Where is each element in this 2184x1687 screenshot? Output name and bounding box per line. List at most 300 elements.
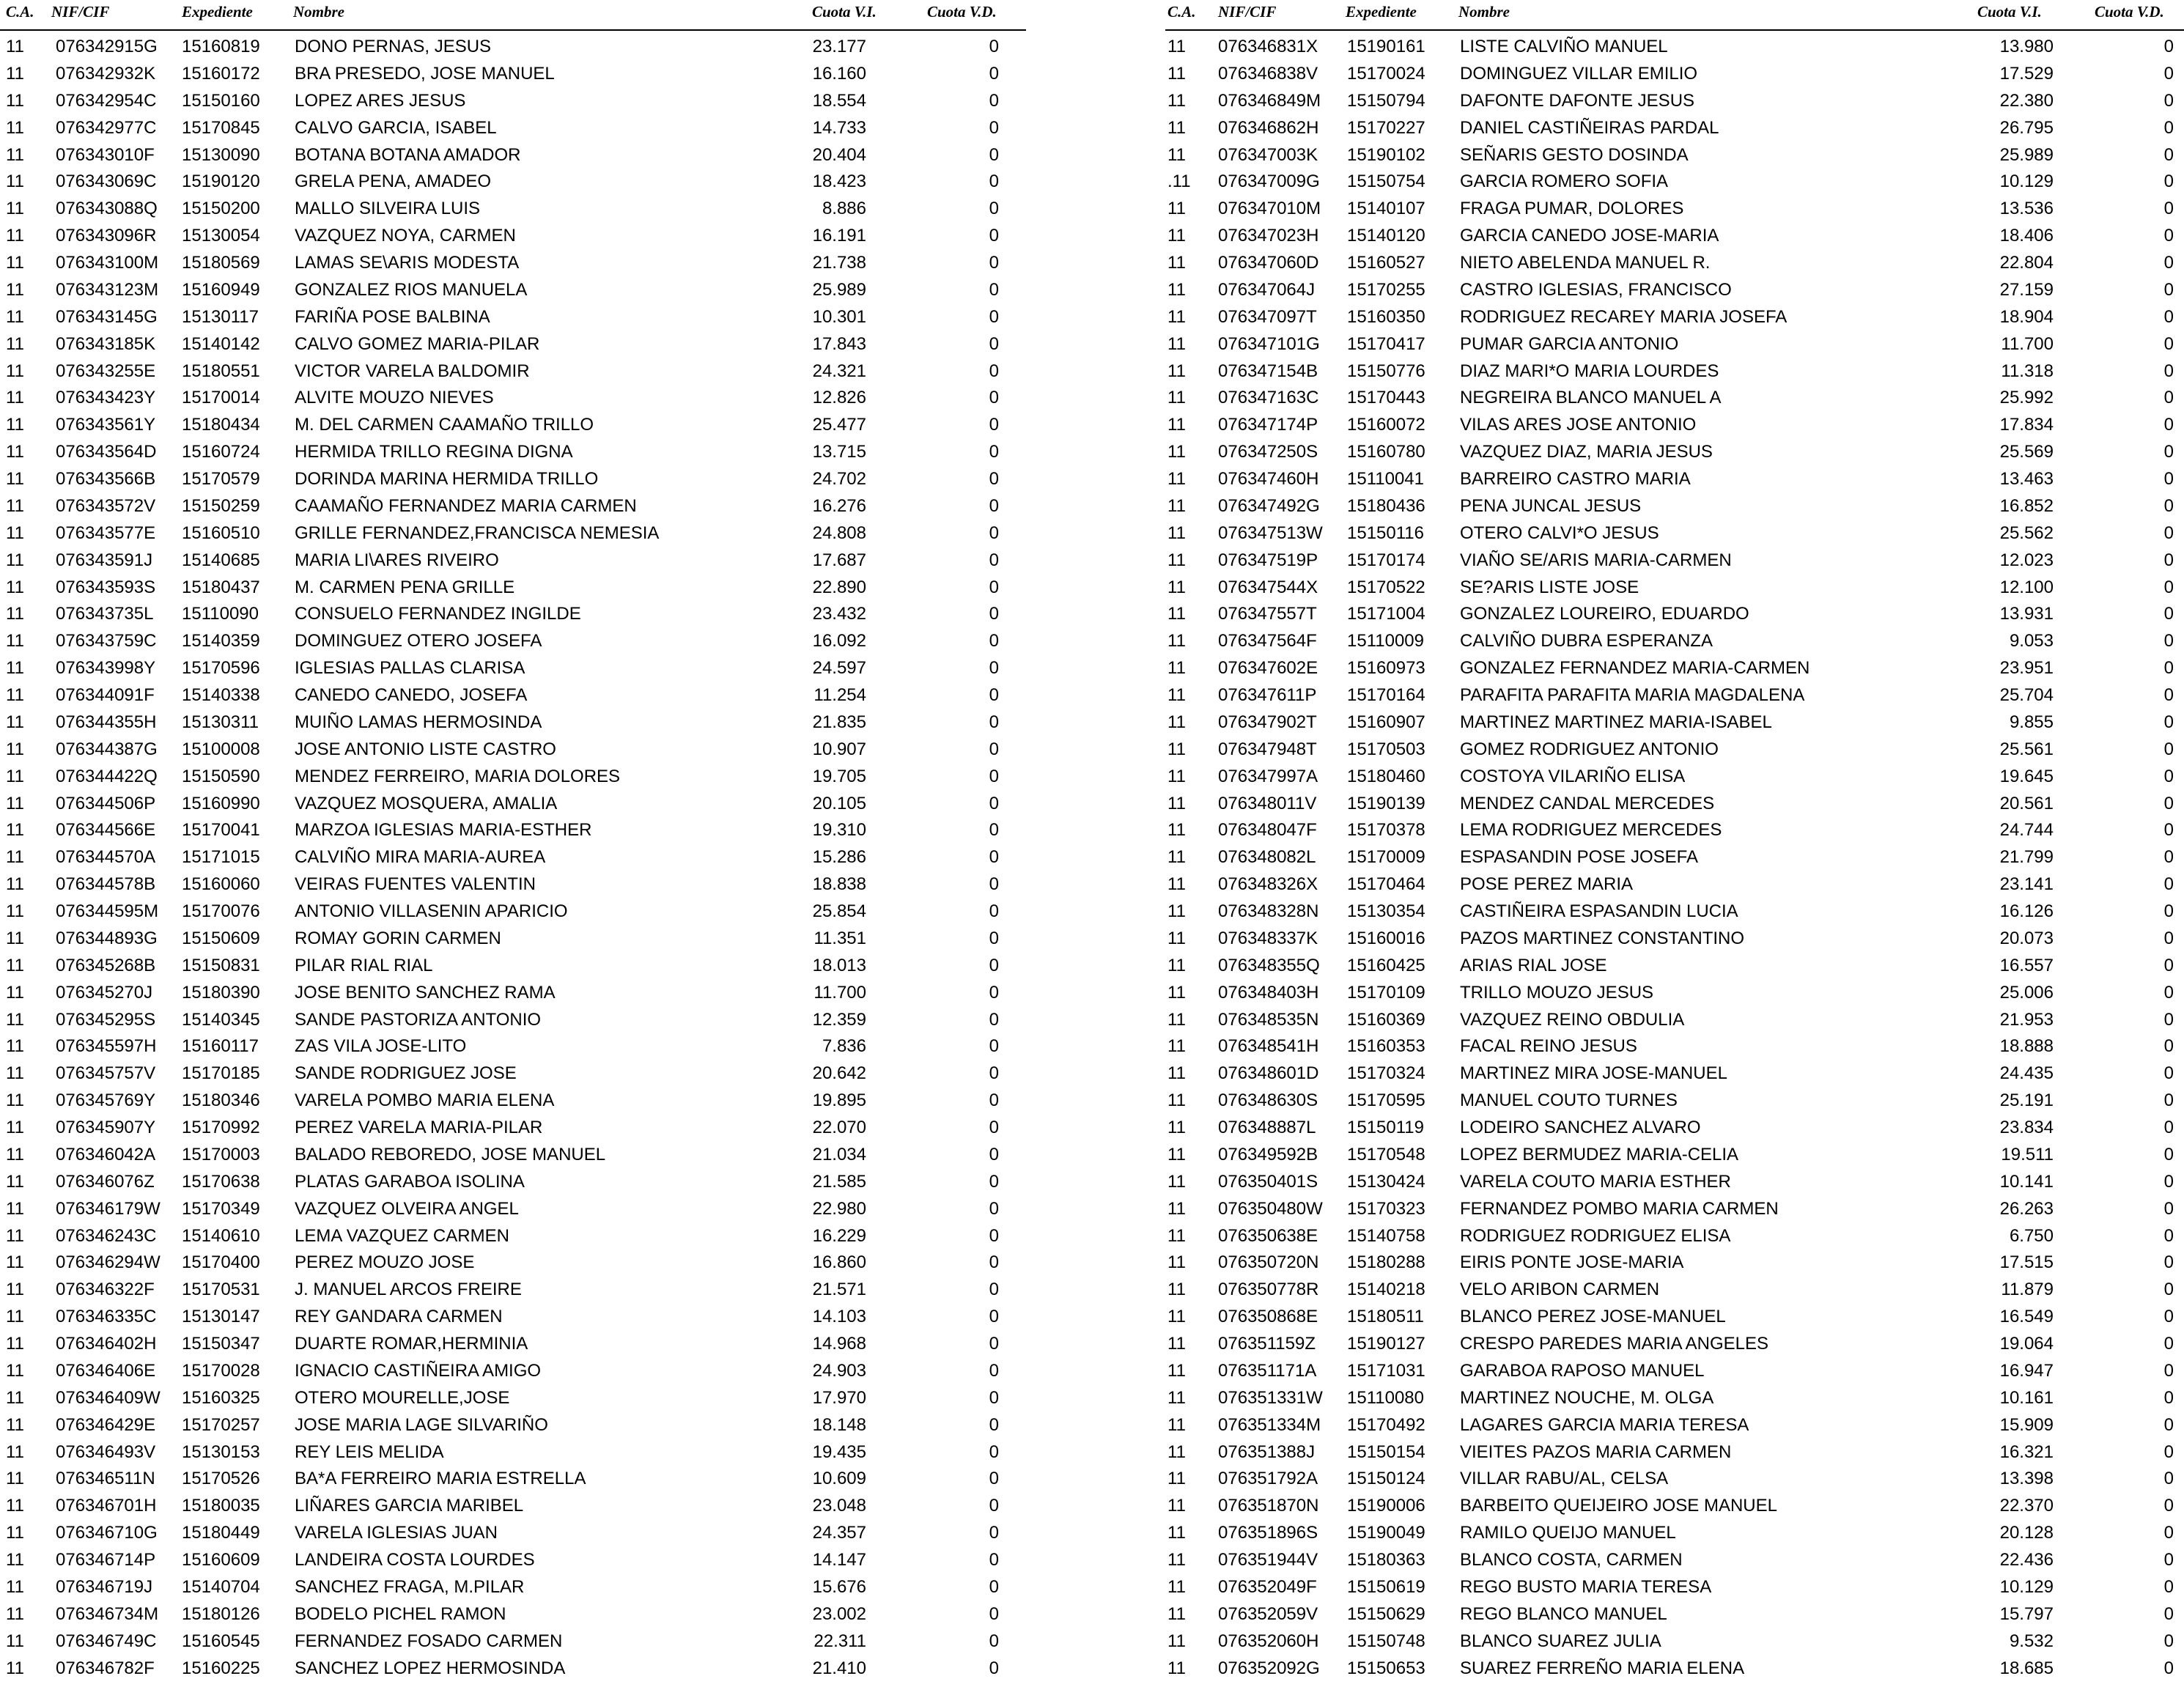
table-row bbox=[0, 1030, 1026, 1057]
right-table-body bbox=[1165, 31, 2184, 1679]
cell-cuota-vi: 13.931 bbox=[1999, 604, 2054, 624]
cell-cuota-vi: 12.100 bbox=[1999, 577, 2054, 597]
cell-nif: 076346335C bbox=[56, 1307, 157, 1327]
cell-expediente: 15160425 bbox=[1347, 955, 1425, 975]
cell-nombre: ESPASANDIN POSE JOSEFA bbox=[1460, 847, 1698, 868]
cell-cuota-vi: 24.903 bbox=[812, 1360, 866, 1381]
table-row bbox=[1165, 1112, 2184, 1139]
cell-expediente: 15180035 bbox=[182, 1496, 260, 1516]
header-ca: C.A. bbox=[6, 3, 34, 21]
cell-cuota-vd: 0 bbox=[989, 523, 999, 543]
cell-cuota-vd: 0 bbox=[989, 495, 999, 516]
cell-ca: 11 bbox=[6, 1009, 24, 1030]
cell-ca: 11 bbox=[6, 1171, 24, 1192]
cell-ca: 11 bbox=[6, 1658, 24, 1678]
cell-nif: 076346782F bbox=[56, 1658, 155, 1678]
header-cuota-vi: Cuota V.I. bbox=[812, 3, 877, 21]
cell-cuota-vd: 0 bbox=[989, 1225, 999, 1246]
cell-nif: 076345270J bbox=[56, 982, 153, 1003]
cell-ca: 11 bbox=[1167, 928, 1186, 948]
cell-cuota-vi: 20.404 bbox=[812, 144, 866, 165]
cell-cuota-vi: 19.895 bbox=[812, 1090, 866, 1111]
cell-ca: 11 bbox=[1167, 1252, 1186, 1273]
cell-nif: 076351331W bbox=[1218, 1387, 1323, 1408]
cell-nif: 076344578B bbox=[56, 874, 156, 895]
cell-cuota-vi: 19.310 bbox=[812, 820, 866, 841]
cell-cuota-vi: 17.515 bbox=[1999, 1252, 2054, 1273]
cell-cuota-vd: 0 bbox=[2163, 739, 2174, 759]
table-row bbox=[1165, 1220, 2184, 1247]
table-row bbox=[0, 1436, 1026, 1463]
table-row bbox=[1165, 1544, 2184, 1571]
cell-nif: 076348403H bbox=[1218, 982, 1319, 1003]
cell-ca: 11 bbox=[6, 847, 24, 868]
cell-nombre: VIAÑO SE/ARIS MARIA-CARMEN bbox=[1460, 550, 1732, 570]
cell-nombre: REGO BLANCO MANUEL bbox=[1460, 1603, 1667, 1624]
cell-nombre: IGNACIO CASTIÑEIRA AMIGO bbox=[295, 1360, 542, 1381]
cell-nombre: ALVITE MOUZO NIEVES bbox=[295, 388, 494, 408]
cell-cuota-vi: 24.597 bbox=[812, 658, 866, 679]
cell-nif: 076344091F bbox=[56, 685, 155, 705]
table-row bbox=[1165, 1382, 2184, 1409]
cell-nif: 076347060D bbox=[1218, 253, 1319, 273]
cell-ca: 11 bbox=[1167, 1414, 1186, 1435]
cell-cuota-vd: 0 bbox=[989, 171, 999, 192]
cell-nombre: CALVO GARCIA, ISABEL bbox=[295, 117, 497, 138]
cell-cuota-vd: 0 bbox=[989, 1171, 999, 1192]
cell-nombre: LEMA VAZQUEZ CARMEN bbox=[295, 1225, 509, 1246]
cell-cuota-vd: 0 bbox=[989, 1198, 999, 1219]
cell-cuota-vi: 16.549 bbox=[1999, 1307, 2054, 1327]
cell-nif: 076346701H bbox=[56, 1496, 157, 1516]
cell-nif: 076345295S bbox=[56, 1009, 156, 1030]
table-row bbox=[1165, 1436, 2184, 1463]
cell-expediente: 15130424 bbox=[1347, 1171, 1425, 1192]
cell-ca: 11 bbox=[6, 739, 24, 759]
cell-cuota-vd: 0 bbox=[989, 1334, 999, 1354]
cell-nif: 076351171A bbox=[1218, 1360, 1317, 1381]
cell-cuota-vi: 10.129 bbox=[1999, 1576, 2054, 1597]
cell-ca: 11 bbox=[6, 604, 24, 624]
cell-ca: 11 bbox=[1167, 1603, 1186, 1624]
table-row bbox=[1165, 1301, 2184, 1328]
table-row bbox=[1165, 1193, 2184, 1220]
cell-nif: 076347174P bbox=[1218, 415, 1318, 435]
cell-ca: 11 bbox=[1167, 1063, 1186, 1084]
cell-cuota-vd: 0 bbox=[2163, 928, 2174, 948]
cell-expediente: 15180460 bbox=[1347, 766, 1425, 786]
cell-cuota-vi: 12.359 bbox=[812, 1009, 866, 1030]
cell-cuota-vd: 0 bbox=[989, 144, 999, 165]
cell-nif: 076343577E bbox=[56, 523, 156, 543]
cell-expediente: 15140610 bbox=[182, 1225, 260, 1246]
cell-cuota-vi: 18.423 bbox=[812, 171, 866, 192]
cell-cuota-vi: 10.301 bbox=[812, 306, 866, 327]
cell-expediente: 15170526 bbox=[182, 1469, 260, 1489]
table-row bbox=[0, 625, 1026, 652]
cell-expediente: 15180288 bbox=[1347, 1252, 1425, 1273]
cell-nombre: PARAFITA PARAFITA MARIA MAGDALENA bbox=[1460, 685, 1805, 705]
cell-cuota-vi: 22.311 bbox=[814, 1631, 866, 1651]
cell-expediente: 15170503 bbox=[1347, 739, 1425, 759]
cell-cuota-vi: 11.700 bbox=[814, 982, 866, 1003]
table-row bbox=[1165, 301, 2184, 328]
cell-ca: 11 bbox=[6, 171, 24, 192]
cell-nif: 076343069C bbox=[56, 171, 157, 192]
cell-ca: 11 bbox=[1167, 1658, 1186, 1678]
cell-nombre: JOSE MARIA LAGE SILVARIÑO bbox=[295, 1414, 548, 1435]
cell-cuota-vi: 23.951 bbox=[1999, 658, 2054, 679]
cell-cuota-vi: 15.286 bbox=[812, 847, 866, 868]
cell-cuota-vi: 18.554 bbox=[812, 90, 866, 111]
cell-ca: 11 bbox=[1167, 847, 1186, 868]
cell-nombre: OTERO CALVI*O JESUS bbox=[1460, 523, 1659, 543]
cell-cuota-vd: 0 bbox=[989, 1603, 999, 1624]
cell-nombre: CANEDO CANEDO, JOSEFA bbox=[295, 685, 528, 705]
cell-expediente: 15160907 bbox=[1347, 712, 1425, 732]
cell-nombre: CASTRO IGLESIAS, FRANCISCO bbox=[1460, 279, 1732, 300]
cell-cuota-vd: 0 bbox=[989, 874, 999, 895]
cell-expediente: 15150653 bbox=[1347, 1658, 1425, 1678]
cell-nif: 076344566E bbox=[56, 820, 156, 841]
cell-ca: 11 bbox=[1167, 820, 1186, 841]
cell-nombre: PLATAS GARABOA ISOLINA bbox=[295, 1171, 525, 1192]
table-row bbox=[0, 1220, 1026, 1247]
cell-ca: 11 bbox=[6, 1280, 24, 1300]
cell-cuota-vd: 0 bbox=[989, 955, 999, 975]
cell-cuota-vd: 0 bbox=[2163, 1225, 2174, 1246]
cell-nombre: LODEIRO SANCHEZ ALVARO bbox=[1460, 1118, 1701, 1137]
cell-expediente: 15160060 bbox=[182, 874, 260, 895]
cell-cuota-vi: 24.321 bbox=[812, 361, 866, 381]
cell-cuota-vd: 0 bbox=[989, 793, 999, 813]
cell-cuota-vd: 0 bbox=[2163, 1360, 2174, 1381]
cell-cuota-vd: 0 bbox=[2163, 469, 2174, 489]
table-row bbox=[1165, 1085, 2184, 1112]
cell-nif: 076346493V bbox=[56, 1441, 156, 1462]
cell-nombre: MARZOA IGLESIAS MARIA-ESTHER bbox=[295, 820, 592, 841]
cell-expediente: 15170595 bbox=[1347, 1090, 1425, 1111]
table-row bbox=[0, 247, 1026, 274]
cell-nombre: FERNANDEZ FOSADO CARMEN bbox=[295, 1631, 563, 1651]
cell-nombre: LANDEIRA COSTA LOURDES bbox=[295, 1550, 535, 1570]
cell-nif: 076342954C bbox=[56, 90, 157, 111]
cell-nombre: GONZALEZ LOUREIRO, EDUARDO bbox=[1460, 604, 1749, 624]
cell-ca: 11 bbox=[6, 1225, 24, 1246]
cell-nombre: CASTIÑEIRA ESPASANDIN LUCIA bbox=[1460, 901, 1738, 921]
cell-cuota-vi: 19.064 bbox=[1999, 1334, 2054, 1354]
cell-expediente: 15150347 bbox=[182, 1334, 260, 1354]
cell-cuota-vi: 11.318 bbox=[2001, 361, 2054, 381]
cell-cuota-vd: 0 bbox=[989, 469, 999, 489]
cell-nif: 076347519P bbox=[1218, 550, 1318, 570]
cell-expediente: 15170464 bbox=[1347, 874, 1425, 895]
cell-nombre: SE?ARIS LISTE JOSE bbox=[1460, 577, 1639, 597]
cell-cuota-vd: 0 bbox=[2163, 1603, 2174, 1624]
table-row bbox=[0, 734, 1026, 761]
cell-nif: 076348535N bbox=[1218, 1009, 1319, 1030]
cell-ca: 11 bbox=[1167, 604, 1186, 624]
table-row bbox=[1165, 58, 2184, 85]
cell-expediente: 15180390 bbox=[182, 982, 260, 1003]
table-row bbox=[0, 1571, 1026, 1598]
cell-expediente: 15140359 bbox=[182, 631, 260, 651]
cell-nombre: MANUEL COUTO TURNES bbox=[1460, 1090, 1678, 1111]
cell-nombre: MENDEZ FERREIRO, MARIA DOLORES bbox=[295, 766, 621, 786]
table-row bbox=[1165, 814, 2184, 841]
cell-nombre: DAFONTE DAFONTE JESUS bbox=[1460, 90, 1695, 111]
cell-expediente: 15170174 bbox=[1347, 550, 1425, 570]
cell-cuota-vd: 0 bbox=[989, 442, 999, 462]
cell-ca: 11 bbox=[6, 1198, 24, 1219]
cell-expediente: 15110041 bbox=[1347, 469, 1424, 489]
cell-nif: 076347513W bbox=[1218, 523, 1323, 543]
cell-cuota-vd: 0 bbox=[2163, 1036, 2174, 1057]
cell-cuota-vd: 0 bbox=[989, 63, 999, 84]
cell-cuota-vi: 25.989 bbox=[1999, 144, 2054, 165]
cell-nombre: RODRIGUEZ RODRIGUEZ ELISA bbox=[1460, 1225, 1731, 1246]
table-row bbox=[1165, 598, 2184, 625]
cell-cuota-vi: 27.159 bbox=[1999, 279, 2054, 300]
cell-cuota-vd: 0 bbox=[2163, 171, 2174, 192]
cell-ca: 11 bbox=[1167, 469, 1186, 489]
cell-cuota-vi: 17.970 bbox=[812, 1387, 866, 1408]
cell-ca: 11 bbox=[6, 226, 24, 246]
cell-ca: 11 bbox=[1167, 739, 1186, 759]
cell-expediente: 15160724 bbox=[182, 442, 260, 462]
cell-expediente: 15150748 bbox=[1347, 1631, 1425, 1651]
cell-cuota-vi: 22.804 bbox=[1999, 253, 2054, 273]
cell-cuota-vi: 21.738 bbox=[812, 253, 866, 273]
cell-cuota-vd: 0 bbox=[989, 306, 999, 327]
cell-nif: 076346734M bbox=[56, 1603, 159, 1624]
cell-cuota-vi: 24.808 bbox=[812, 523, 866, 543]
cell-cuota-vi: 10.129 bbox=[1999, 171, 2054, 192]
cell-cuota-vi: 21.835 bbox=[812, 712, 866, 732]
cell-cuota-vd: 0 bbox=[989, 712, 999, 732]
cell-expediente: 15171004 bbox=[1347, 604, 1425, 624]
table-row bbox=[1165, 788, 2184, 815]
cell-expediente: 15170255 bbox=[1347, 279, 1425, 300]
cell-ca: 11 bbox=[1167, 1469, 1186, 1489]
cell-nif: 076345757V bbox=[56, 1063, 156, 1084]
cell-nif: 076350401S bbox=[1218, 1171, 1318, 1192]
table-row bbox=[0, 652, 1026, 679]
cell-cuota-vi: 16.852 bbox=[1999, 495, 2054, 516]
cell-cuota-vd: 0 bbox=[989, 847, 999, 868]
table-row bbox=[0, 679, 1026, 706]
cell-nif: 076346402H bbox=[56, 1334, 157, 1354]
cell-cuota-vi: 21.571 bbox=[812, 1280, 866, 1300]
cell-nombre: VICTOR VARELA BALDOMIR bbox=[295, 361, 530, 381]
cell-ca: 11 bbox=[6, 1603, 24, 1624]
cell-cuota-vi: 17.834 bbox=[1999, 415, 2054, 435]
table-row bbox=[1165, 1030, 2184, 1057]
table-row bbox=[0, 1004, 1026, 1031]
table-row bbox=[1165, 85, 2184, 112]
cell-cuota-vi: 18.013 bbox=[812, 955, 866, 975]
cell-nombre: DOMINGUEZ VILLAR EMILIO bbox=[1460, 63, 1698, 84]
cell-cuota-vi: 13.715 bbox=[812, 442, 866, 462]
table-row bbox=[0, 31, 1026, 58]
cell-nombre: VAZQUEZ MOSQUERA, AMALIA bbox=[295, 793, 558, 813]
cell-nombre: BRA PRESEDO, JOSE MANUEL bbox=[295, 63, 555, 84]
cell-nif: 076347163C bbox=[1218, 388, 1319, 408]
cell-cuota-vd: 0 bbox=[989, 1496, 999, 1516]
cell-cuota-vd: 0 bbox=[2163, 1550, 2174, 1570]
table-row bbox=[1165, 436, 2184, 463]
cell-cuota-vd: 0 bbox=[989, 1252, 999, 1273]
cell-cuota-vd: 0 bbox=[989, 1360, 999, 1381]
cell-cuota-vi: 22.980 bbox=[812, 1198, 866, 1219]
table-row bbox=[0, 1247, 1026, 1274]
cell-cuota-vi: 16.321 bbox=[1999, 1441, 2054, 1462]
cell-nif: 076348082L bbox=[1218, 847, 1316, 868]
cell-cuota-vi: 16.276 bbox=[812, 495, 866, 516]
table-row bbox=[0, 1653, 1026, 1680]
cell-cuota-vi: 18.148 bbox=[812, 1414, 866, 1435]
cell-cuota-vd: 0 bbox=[989, 333, 999, 354]
cell-nif: 076347564F bbox=[1218, 631, 1317, 651]
cell-ca: 11 bbox=[1167, 1631, 1186, 1651]
cell-cuota-vi: 11.879 bbox=[2001, 1280, 2054, 1300]
cell-nombre: NEGREIRA BLANCO MANUEL A bbox=[1460, 388, 1722, 408]
table-row bbox=[0, 220, 1026, 247]
cell-ca: 11 bbox=[1167, 1198, 1186, 1219]
cell-ca: 11 bbox=[6, 1441, 24, 1462]
cell-nombre: J. MANUEL ARCOS FREIRE bbox=[295, 1280, 522, 1300]
cell-expediente: 15170028 bbox=[182, 1360, 260, 1381]
cell-nif: 076348337K bbox=[1218, 928, 1318, 948]
cell-expediente: 15150831 bbox=[182, 955, 260, 975]
cell-cuota-vi: 15.797 bbox=[1999, 1603, 2054, 1624]
cell-cuota-vd: 0 bbox=[2163, 63, 2174, 84]
cell-nombre: LOPEZ BERMUDEZ MARIA-CELIA bbox=[1460, 1144, 1739, 1164]
table-row bbox=[0, 868, 1026, 896]
cell-cuota-vd: 0 bbox=[989, 388, 999, 408]
cell-cuota-vd: 0 bbox=[989, 901, 999, 921]
cell-nombre: SANDE RODRIGUEZ JOSE bbox=[295, 1063, 517, 1084]
cell-cuota-vd: 0 bbox=[989, 766, 999, 786]
table-row bbox=[0, 409, 1026, 436]
cell-cuota-vi: 9.855 bbox=[2009, 712, 2054, 732]
cell-nif: 076343100M bbox=[56, 253, 159, 273]
cell-cuota-vi: 21.410 bbox=[812, 1658, 866, 1678]
cell-expediente: 15100008 bbox=[182, 739, 260, 759]
cell-ca: 11 bbox=[6, 1063, 24, 1084]
cell-cuota-vd: 0 bbox=[989, 739, 999, 759]
cell-nombre: LAMAS SE\ARIS MODESTA bbox=[295, 253, 520, 273]
cell-nombre: VELO ARIBON CARMEN bbox=[1460, 1280, 1660, 1300]
cell-nombre: GARABOA RAPOSO MANUEL bbox=[1460, 1360, 1705, 1381]
cell-cuota-vi: 9.053 bbox=[2009, 631, 2054, 651]
cell-nif: 076346243C bbox=[56, 1225, 157, 1246]
table-row bbox=[0, 1301, 1026, 1328]
cell-cuota-vi: 20.561 bbox=[1999, 793, 2054, 813]
cell-nombre: BODELO PICHEL RAMON bbox=[295, 1603, 506, 1624]
cell-cuota-vi: 23.141 bbox=[1999, 874, 2054, 895]
cell-expediente: 15160973 bbox=[1347, 658, 1425, 679]
cell-expediente: 15160072 bbox=[1347, 415, 1425, 435]
cell-nif: 076343561Y bbox=[56, 415, 156, 435]
cell-cuota-vd: 0 bbox=[989, 1090, 999, 1111]
cell-nif: 076346849M bbox=[1218, 90, 1321, 111]
cell-nif: 076343096R bbox=[56, 226, 157, 246]
cell-expediente: 15190049 bbox=[1347, 1523, 1425, 1543]
cell-expediente: 15160225 bbox=[182, 1658, 260, 1678]
cell-nif: 076347902T bbox=[1218, 712, 1317, 732]
table-row bbox=[0, 761, 1026, 788]
table-row bbox=[1165, 1057, 2184, 1085]
cell-nombre: GRELA PENA, AMADEO bbox=[295, 171, 492, 192]
table-row bbox=[0, 841, 1026, 868]
cell-cuota-vi: 25.191 bbox=[1999, 1090, 2054, 1111]
cell-cuota-vd: 0 bbox=[2163, 306, 2174, 327]
cell-nif: 076347602E bbox=[1218, 658, 1318, 679]
cell-expediente: 15150160 bbox=[182, 90, 260, 111]
cell-cuota-vd: 0 bbox=[2163, 1631, 2174, 1651]
cell-nif: 076346719J bbox=[56, 1576, 153, 1597]
cell-cuota-vd: 0 bbox=[2163, 1118, 2174, 1137]
cell-cuota-vi: 23.048 bbox=[812, 1496, 866, 1516]
cell-ca: 11 bbox=[1167, 63, 1186, 84]
cell-expediente: 15150119 bbox=[1347, 1118, 1424, 1137]
table-row bbox=[0, 1166, 1026, 1193]
cell-nif: 076346179W bbox=[56, 1198, 161, 1219]
cell-cuota-vi: 24.435 bbox=[1999, 1063, 2054, 1084]
cell-nif: 076345769Y bbox=[56, 1090, 156, 1111]
cell-expediente: 15180126 bbox=[182, 1603, 260, 1624]
cell-nombre: DUARTE ROMAR,HERMINIA bbox=[295, 1334, 528, 1354]
cell-ca: 11 bbox=[6, 1523, 24, 1543]
table-row bbox=[1165, 896, 2184, 923]
cell-ca: 11 bbox=[1167, 199, 1186, 219]
table-row bbox=[1165, 355, 2184, 383]
cell-cuota-vd: 0 bbox=[2163, 1441, 2174, 1462]
table-row bbox=[0, 301, 1026, 328]
table-row bbox=[1165, 841, 2184, 868]
table-row bbox=[0, 706, 1026, 734]
cell-expediente: 15190139 bbox=[1347, 793, 1425, 813]
cell-nif: 076346749C bbox=[56, 1631, 157, 1651]
cell-cuota-vd: 0 bbox=[2163, 333, 2174, 354]
cell-ca: 11 bbox=[6, 1090, 24, 1111]
cell-nombre: CALVIÑO DUBRA ESPERANZA bbox=[1460, 631, 1713, 651]
cell-nombre: GRILLE FERNANDEZ,FRANCISCA NEMESIA bbox=[295, 523, 660, 543]
cell-nombre: SANDE PASTORIZA ANTONIO bbox=[295, 1009, 542, 1030]
cell-nombre: MARTINEZ MARTINEZ MARIA-ISABEL bbox=[1460, 712, 1772, 732]
cell-cuota-vd: 0 bbox=[989, 685, 999, 705]
cell-nombre: JOSE BENITO SANCHEZ RAMA bbox=[295, 982, 556, 1003]
cell-nif: 076343566B bbox=[56, 469, 156, 489]
cell-ca: 11 bbox=[1167, 1036, 1186, 1057]
table-row bbox=[0, 355, 1026, 383]
cell-nombre: VAZQUEZ REINO OBDULIA bbox=[1460, 1009, 1685, 1030]
table-row bbox=[1165, 950, 2184, 977]
table-row bbox=[1165, 1166, 2184, 1193]
cell-cuota-vd: 0 bbox=[989, 37, 999, 56]
cell-nombre: DONO PERNAS, JESUS bbox=[295, 37, 492, 56]
cell-cuota-vi: 11.254 bbox=[814, 685, 866, 705]
cell-cuota-vd: 0 bbox=[989, 1523, 999, 1543]
cell-expediente: 15140120 bbox=[1347, 226, 1425, 246]
cell-nif: 076347544X bbox=[1218, 577, 1318, 597]
cell-nombre: GARCIA ROMERO SOFIA bbox=[1460, 171, 1669, 192]
cell-expediente: 15150200 bbox=[182, 199, 260, 219]
cell-cuota-vi: 14.968 bbox=[812, 1334, 866, 1354]
cell-nombre: PEREZ MOUZO JOSE bbox=[295, 1252, 475, 1273]
cell-ca: 11 bbox=[1167, 306, 1186, 327]
